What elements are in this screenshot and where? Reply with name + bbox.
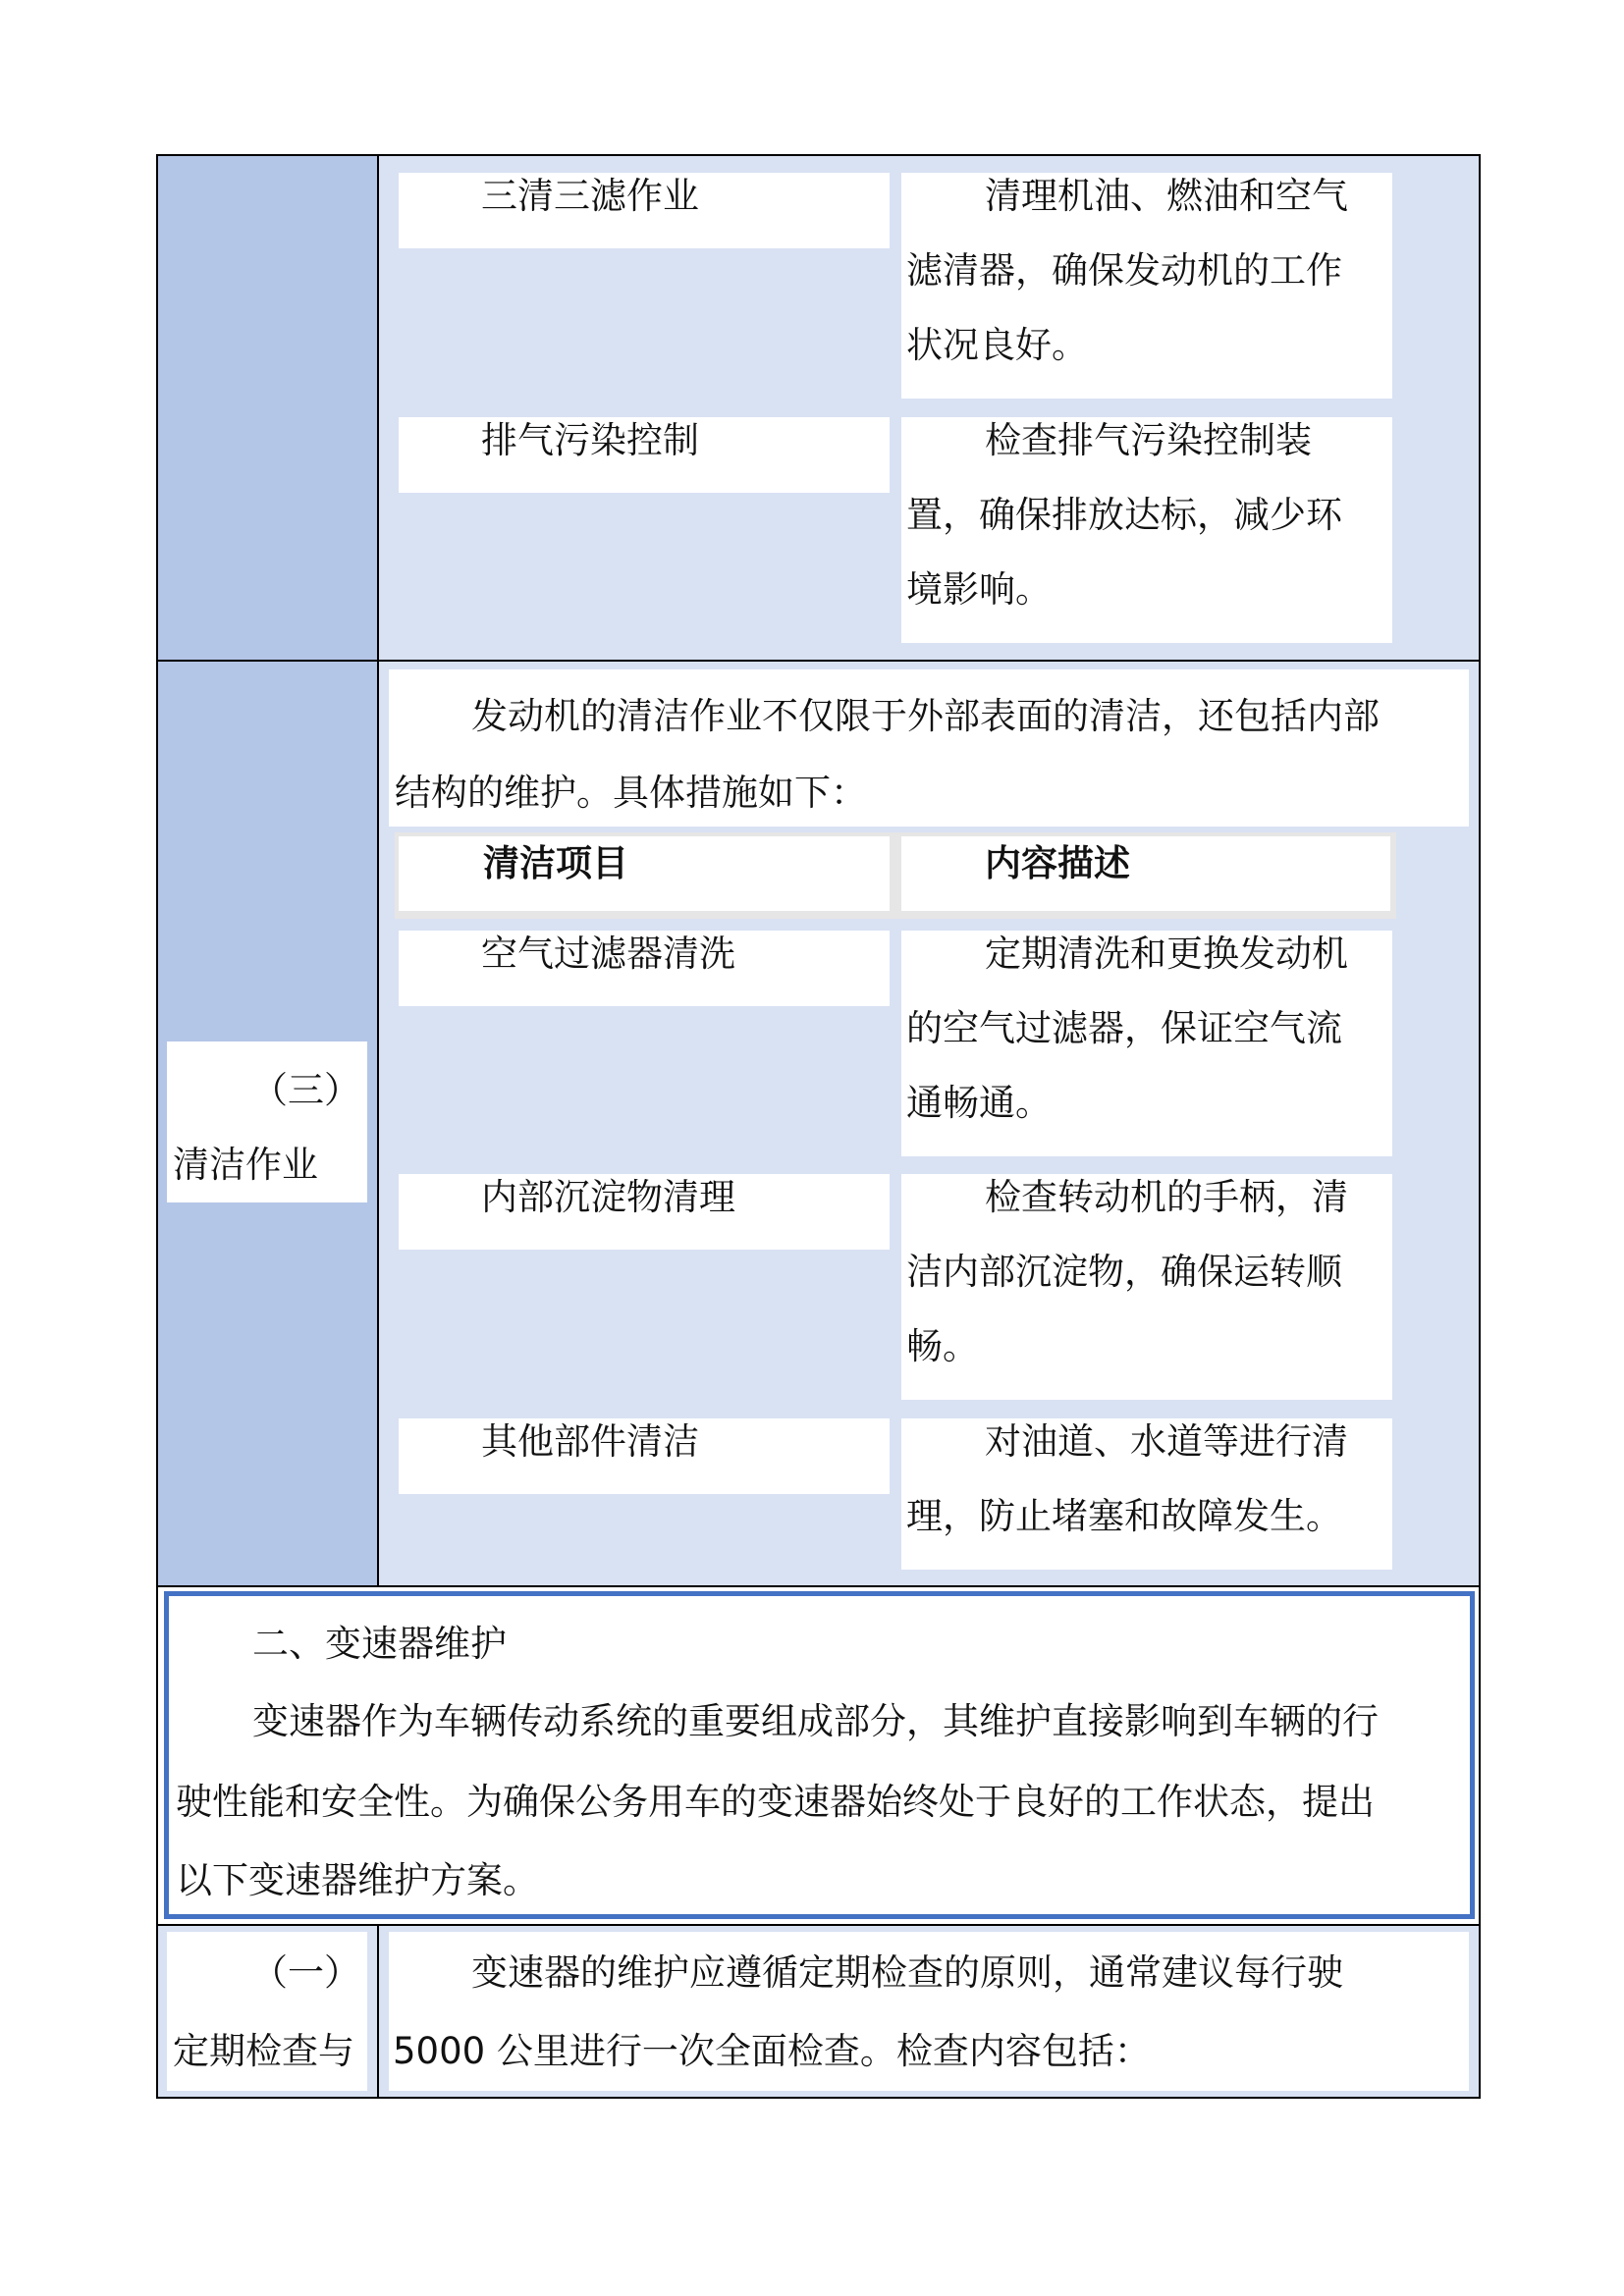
desc-line: 置，确保排放达标，减少环 xyxy=(906,494,1342,536)
table-border xyxy=(1479,154,1481,2099)
table-border xyxy=(156,154,1481,156)
desc-cell xyxy=(901,1174,1392,1400)
item-label: 其他部件清洁 xyxy=(481,1420,699,1463)
section-title: 清洁作业 xyxy=(173,1144,318,1186)
desc-line: 的空气过滤器，保证空气流 xyxy=(906,1007,1342,1049)
table-border xyxy=(156,1585,1481,1587)
item-cell xyxy=(399,417,890,493)
periodic-line: 5000 公里进行一次全面检查。检查内容包括： xyxy=(393,2030,1151,2072)
periodic-line: 变速器的维护应遵循定期检查的原则，通常建议每行驶 xyxy=(471,1951,1343,1994)
section-label-cleaning xyxy=(167,1041,367,1202)
table-border xyxy=(156,154,158,2099)
left-column-top xyxy=(157,155,377,660)
section-label-periodic xyxy=(167,1932,367,2091)
desc-line: 通畅通。 xyxy=(906,1082,1052,1124)
item-cell xyxy=(399,1174,890,1250)
desc-cell xyxy=(901,1418,1392,1570)
periodic-text xyxy=(389,1932,1469,2091)
desc-line: 畅。 xyxy=(906,1325,979,1367)
desc-cell xyxy=(901,417,1392,643)
item-cell xyxy=(399,173,890,248)
desc-line: 定期清洗和更换发动机 xyxy=(985,933,1348,975)
desc-line: 理，防止堵塞和故障发生。 xyxy=(906,1495,1342,1537)
table-border xyxy=(377,154,379,1587)
header-desc-cell xyxy=(901,836,1390,911)
intro-line: 发动机的清洁作业不仅限于外部表面的清洁，还包括内部 xyxy=(471,695,1380,737)
table-border xyxy=(156,660,1481,662)
header-desc: 内容描述 xyxy=(985,842,1130,884)
item-label: 内部沉淀物清理 xyxy=(481,1176,735,1218)
table-border xyxy=(156,2097,1481,2099)
header-item-cell xyxy=(399,836,890,911)
desc-line: 境影响。 xyxy=(906,568,1052,611)
gearbox-para-line: 驶性能和安全性。为确保公务用车的变速器始终处于良好的工作状态，提出 xyxy=(176,1781,1375,1823)
item-label: 三清三滤作业 xyxy=(481,175,699,217)
cleaning-table-header xyxy=(395,832,1396,919)
desc-line: 清理机油、燃油和空气 xyxy=(985,175,1348,217)
desc-line: 对油道、水道等进行清 xyxy=(985,1420,1348,1463)
gearbox-para-line: 以下变速器维护方案。 xyxy=(176,1859,539,1901)
intro-line: 结构的维护。具体措施如下： xyxy=(395,772,867,814)
section-title: 定期检查与 xyxy=(173,2030,354,2072)
desc-line: 检查转动机的手柄，清 xyxy=(985,1176,1348,1218)
gearbox-para-line: 变速器作为车辆传动系统的重要组成部分，其维护直接影响到车辆的行 xyxy=(252,1700,1379,1742)
gearbox-section xyxy=(164,1591,1475,1919)
header-item: 清洁项目 xyxy=(483,842,628,884)
item-cell xyxy=(399,931,890,1006)
desc-line: 洁内部沉淀物，确保运转顺 xyxy=(906,1251,1342,1293)
desc-line: 滤清器，确保发动机的工作 xyxy=(906,249,1342,292)
section-number: （三） xyxy=(251,1069,360,1111)
desc-line: 状况良好。 xyxy=(906,324,1088,366)
desc-line: 检查排气污染控制装 xyxy=(985,419,1312,461)
desc-cell xyxy=(901,931,1392,1156)
item-cell xyxy=(399,1418,890,1494)
cleaning-intro xyxy=(389,669,1469,827)
item-label: 空气过滤器清洗 xyxy=(481,933,735,975)
section-number: （一） xyxy=(251,1951,360,1994)
desc-cell xyxy=(901,173,1392,399)
gearbox-title: 二、变速器维护 xyxy=(252,1623,507,1665)
item-label: 排气污染控制 xyxy=(481,419,699,461)
